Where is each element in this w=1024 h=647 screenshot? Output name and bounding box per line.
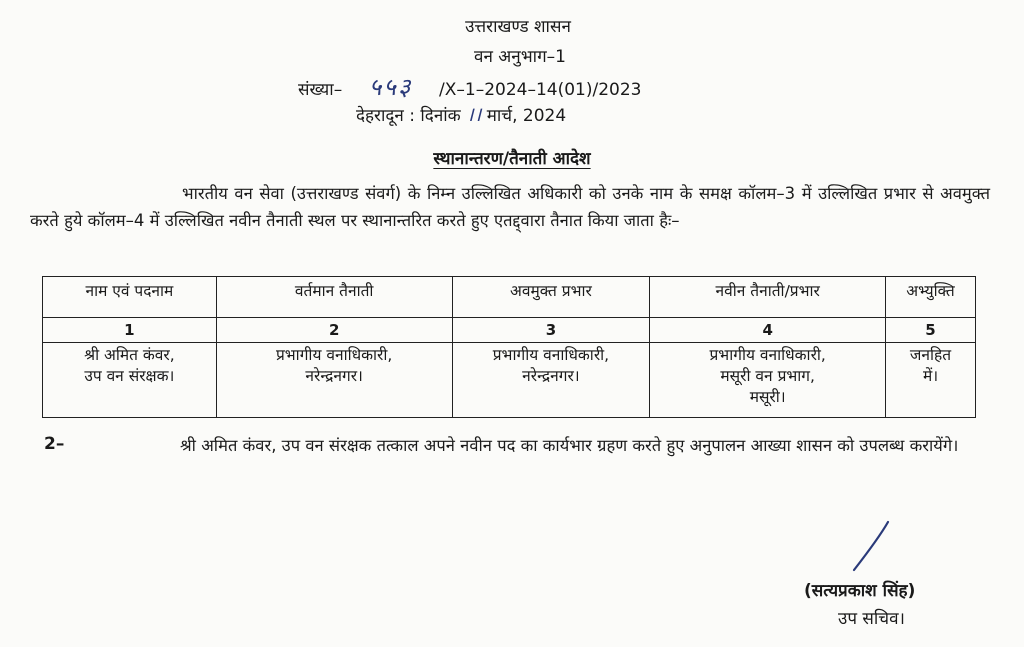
cell-line: श्री अमित कंवर, (84, 346, 175, 364)
cell-line: जनहित (909, 346, 952, 364)
col-number: 5 (886, 318, 976, 343)
date-prefix: देहरादून : दिनांक (356, 106, 461, 126)
cell-line: प्रभागीय वनाधिकारी, (492, 346, 610, 364)
transfer-table (42, 276, 976, 418)
header-remarks: अभ्युक्ति (886, 277, 976, 318)
cell-line: उप वन संरक्षक। (84, 367, 175, 385)
cell-line: नरेन्द्रनगर। (305, 367, 363, 385)
date-day-handwritten: ।। (466, 102, 482, 126)
cell-name (43, 343, 217, 418)
department-heading: वन अनुभाग–1 (474, 47, 566, 67)
cell-line: प्रभागीय वनाधिकारी, (709, 346, 826, 364)
signatory-designation: उप सचिव। (838, 609, 905, 629)
subject-text: स्थानान्तरण/तैनाती आदेश (433, 149, 591, 169)
cell-line: मसूरी। (749, 388, 786, 406)
order-paragraph-2: श्री अमित कंवर, उप वन संरक्षक तत्काल अपने नवीन पद का कार्यभार ग्रहण करते हुए अनुपालन आख्या शासन को उपलब्ध करायेंगे। (180, 436, 959, 455)
col-number: 3 (452, 318, 650, 343)
cell-remarks (886, 343, 976, 418)
column-number-row (43, 318, 976, 343)
date-line (356, 100, 566, 127)
cell-relieved-charge (452, 343, 650, 418)
ref-number-handwritten: ५५३ (368, 73, 413, 101)
ref-label: संख्या– (298, 80, 343, 100)
date-rest: मार्च, 2024 (486, 106, 567, 126)
table-row (43, 343, 976, 418)
government-heading: उत्तराखण्ड शासन (465, 17, 571, 37)
header-new-posting: नवीन तैनाती/प्रभार (650, 277, 886, 318)
paragraph-2-number: 2– (44, 434, 65, 454)
cell-line: में। (922, 367, 939, 385)
order-paragraph-1: भारतीय वन सेवा (उत्तराखण्ड संवर्ग) के निम्न उल्लिखित अधिकारी को उनके नाम के समक्ष कॉलम–3 में उल्लिखित प्रभार से अवमुक्त करते हुये कॉलम–4 में उल्लिखित नवीन तैनाती स्थल पर स्थानान्तरित करते हुए एतद्द्वारा तैनात किया जाता हैः– (30, 184, 990, 230)
ref-suffix: /X–1–2024–14(01)/2023 (439, 80, 642, 100)
col-number: 4 (650, 318, 886, 343)
col-number: 2 (216, 318, 452, 343)
signature-mark (838, 518, 898, 578)
header-relieved-charge: अवमुक्त प्रभार (452, 277, 650, 318)
reference-line (298, 70, 642, 103)
header-name: नाम एवं पदनाम (43, 277, 217, 318)
cell-current-posting (216, 343, 452, 418)
order-subject (0, 146, 1024, 169)
cell-line: नरेन्द्रनगर। (522, 367, 580, 385)
col-number: 1 (43, 318, 217, 343)
header-current-posting: वर्तमान तैनाती (216, 277, 452, 318)
table-header-row (43, 277, 976, 318)
cell-line: प्रभागीय वनाधिकारी, (275, 346, 393, 364)
signatory-name: (सत्यप्रकाश सिंह) (804, 581, 916, 601)
cell-new-posting (650, 343, 886, 418)
cell-line: मसूरी वन प्रभाग, (720, 367, 815, 385)
